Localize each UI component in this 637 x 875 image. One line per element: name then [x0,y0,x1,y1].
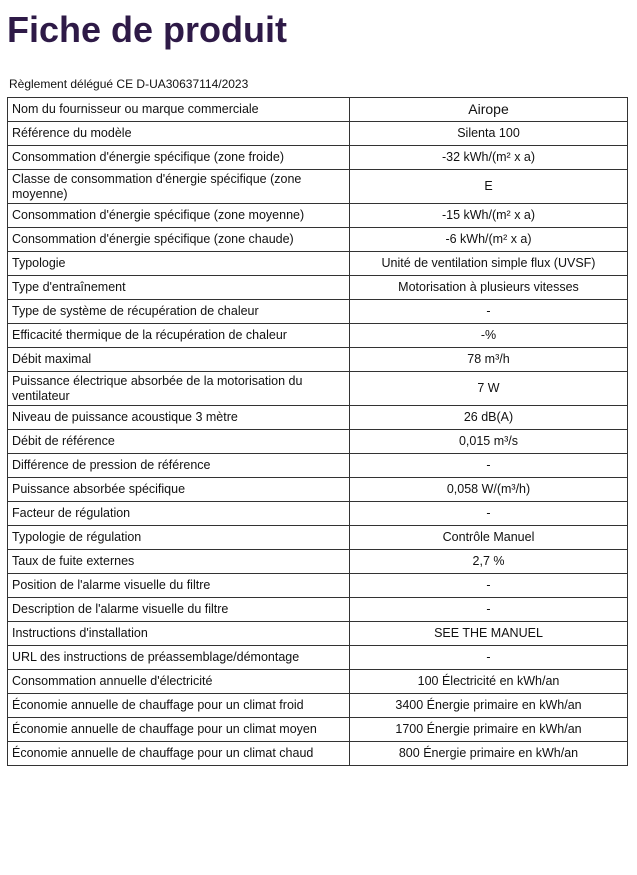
row-label: Puissance électrique absorbée de la motorisation du ventilateur [8,372,350,406]
row-label: Consommation annuelle d'électricité [8,670,350,694]
row-value: -15 kWh/(m² x a) [350,204,628,228]
product-spec-table [7,97,628,766]
row-label: Position de l'alarme visuelle du filtre [8,574,350,598]
row-value: 78 m³/h [350,348,628,372]
row-label: Débit de référence [8,430,350,454]
row-label: Différence de pression de référence [8,454,350,478]
row-label: Économie annuelle de chauffage pour un climat moyen [8,718,350,742]
row-value: Silenta 100 [350,122,628,146]
table-row [8,502,628,526]
row-value: - [350,300,628,324]
table-row [8,146,628,170]
table-row [8,622,628,646]
row-label: Nom du fournisseur ou marque commerciale [8,98,350,122]
row-value: 1700 Énergie primaire en kWh/an [350,718,628,742]
row-value: - [350,502,628,526]
row-value: 0,015 m³/s [350,430,628,454]
row-label: Typologie [8,252,350,276]
row-value: Unité de ventilation simple flux (UVSF) [350,252,628,276]
table-row [8,550,628,574]
table-row [8,170,628,204]
row-value: 7 W [350,372,628,406]
row-label: URL des instructions de préassemblage/démontage [8,646,350,670]
table-row [8,670,628,694]
row-value: 26 dB(A) [350,406,628,430]
row-label: Description de l'alarme visuelle du filtre [8,598,350,622]
page-title: Fiche de produit [7,9,288,50]
row-label: Économie annuelle de chauffage pour un climat froid [8,694,350,718]
row-value: 100 Électricité en kWh/an [350,670,628,694]
table-row [8,574,628,598]
table-row [8,406,628,430]
table-row [8,276,628,300]
row-value: -6 kWh/(m² x a) [350,228,628,252]
table-row [8,252,628,276]
table-row [8,646,628,670]
table-row [8,526,628,550]
table-row [8,454,628,478]
row-label: Référence du modèle [8,122,350,146]
row-label: Type d'entraînement [8,276,350,300]
row-label: Consommation d'énergie spécifique (zone froide) [8,146,350,170]
table-row [8,718,628,742]
row-label: Économie annuelle de chauffage pour un climat chaud [8,742,350,766]
table-row [8,98,628,122]
row-label: Type de système de récupération de chaleur [8,300,350,324]
row-value: - [350,598,628,622]
row-value: SEE THE MANUEL [350,622,628,646]
row-label: Efficacité thermique de la récupération de chaleur [8,324,350,348]
table-row [8,742,628,766]
row-value: Motorisation à plusieurs vitesses [350,276,628,300]
table-row [8,694,628,718]
regulation-reference: Règlement délégué CE D-UA30637114/2023 [9,77,249,91]
row-label: Consommation d'énergie spécifique (zone moyenne) [8,204,350,228]
row-label: Niveau de puissance acoustique 3 mètre [8,406,350,430]
row-label: Typologie de régulation [8,526,350,550]
row-label: Puissance absorbée spécifique [8,478,350,502]
table-row [8,598,628,622]
row-value: 2,7 % [350,550,628,574]
table-row [8,430,628,454]
table-row [8,204,628,228]
table-row [8,300,628,324]
row-value: - [350,574,628,598]
row-value: -% [350,324,628,348]
row-value: Airope [350,98,628,122]
row-value: -32 kWh/(m² x a) [350,146,628,170]
table-row [8,324,628,348]
table-row [8,372,628,406]
row-label: Taux de fuite externes [8,550,350,574]
row-value: 0,058 W/(m³/h) [350,478,628,502]
row-label: Instructions d'installation [8,622,350,646]
row-value: 800 Énergie primaire en kWh/an [350,742,628,766]
row-label: Débit maximal [8,348,350,372]
row-label: Facteur de régulation [8,502,350,526]
row-value: Contrôle Manuel [350,526,628,550]
table-row [8,122,628,146]
row-value: E [350,170,628,204]
row-value: 3400 Énergie primaire en kWh/an [350,694,628,718]
table-row [8,478,628,502]
row-value: - [350,454,628,478]
row-value: - [350,646,628,670]
row-label: Classe de consommation d'énergie spécifique (zone moyenne) [8,170,350,204]
table-row [8,228,628,252]
table-row [8,348,628,372]
row-label: Consommation d'énergie spécifique (zone chaude) [8,228,350,252]
